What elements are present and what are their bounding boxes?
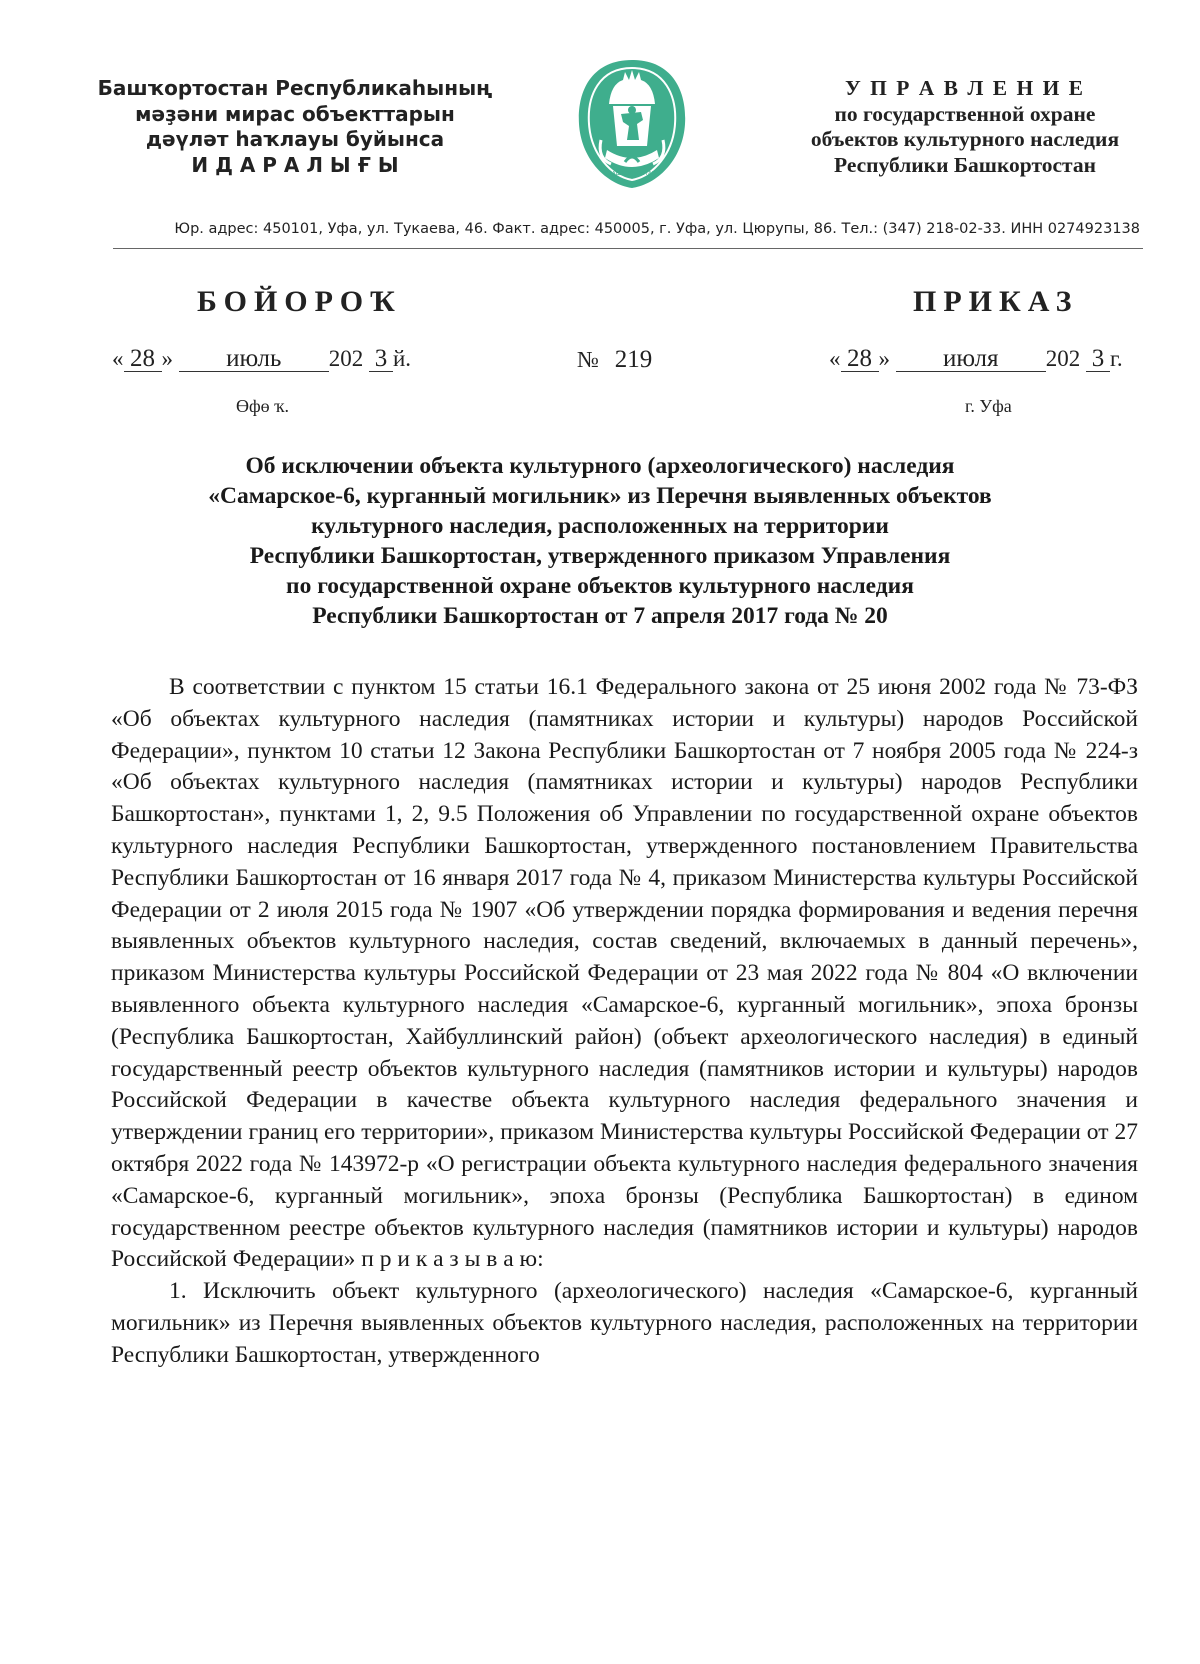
title-line: Республики Башкортостан от 7 апреля 2017 года № 20 [312,603,888,629]
document-title [100,451,1100,631]
number-sign: № [577,347,599,372]
title-line: по государственной охране объектов культурного наследия [286,573,914,599]
body-paragraph [111,672,1138,1276]
title-line: Об исключении объекта культурного (археологического) наследия [245,453,955,479]
header-divider [113,248,1143,249]
legal-address: Юр. адрес: 450101, Уфа, ул. Тукаева, 46. Факт. адрес: 450005, г. Уфа, ул. Цюрупы, 86. Тел.: (347) 218-02-33. ИНН 0274923138 [174,221,1140,237]
emblem-ribbon-text: БАШКОРТОСТАН [608,171,656,177]
header-right-block [780,76,1150,178]
order-word: п р и к а з ы в а ю: [361,1246,544,1273]
document-body [111,672,1138,1372]
header-left-line: мәҙәни мирас объекттарын [135,101,455,126]
date-day: 28 [124,347,162,372]
title-line: Республики Башкортостан, утвержденного приказом Управления [249,543,951,569]
date-left [112,346,411,372]
date-year-digit: 3 [369,347,393,372]
title-line: «Самарское-6, курганный могильник» из Перечня выявленных объектов [208,483,992,509]
header-left-line: Башҡортостан Республикаһының [97,76,493,100]
doc-type-russian: ПРИКАЗ [913,285,1079,318]
order-number [577,346,652,374]
place-right: г. Уфа [965,396,1012,416]
date-year-suffix: й. [393,346,412,371]
date-month: июль [179,347,329,372]
header-right-line: по государственной охране [834,101,1096,126]
paragraph-text: В соответствии с пунктом 15 статьи 16.1 Федерального закона от 25 июня 2002 года № 73-ФЗ «Об объектах культурного наследия (памятниках истории и культуры) народов Российской Федерации», пунктом 10 статьи 12 Закона Республики Башкортостан от 7 ноября 2005 года № 224-з «Об объектах культурного наследия (памятниках истории и культуры) народов Республики Башкортостан», пунктами 1, 2, 9.5 Положения об Управлении по государственной охране объектов культурного наследия Республики Башкортостан, утвержденного постановлением Правительства Республики Башкортостан от 16 января 2017 года № 4, приказом Министерства культуры Российской Федерации от 2 июля 2015 года № 1907 «Об утверждении порядка формирования и ведения перечня выявленных объектов культурного наследия, состав сведений, включаемых в данный перечень», приказом Министерства культуры Российской Федерации от 23 мая 2022 года № 804 «О включении выявленного объекта культурного наследия «Самарское-6, курганный могильник», эпоха бронзы (Республика Башкортостан, Хайбуллинский район) (объект археологического наследия) в единый государственный реестр объектов культурного наследия (памятников истории и культуры) народов Российской Федерации в качестве объекта культурного наследия федерального значения и утверждении границ его территории», приказом Министерства культуры Российской Федерации от 27 октября 2022 года № 143972-р «О регистрации объекта культурного наследия федерального значения «Самарское-6, курганный могильник», эпоха бронзы (Республика Башкортостан) в едином государственном реестре объектов культурного наследия (памятников истории и культуры) народов Российской Федерации» [111,674,1138,1273]
number-value: 219 [614,346,653,373]
place-left: Өфө ҡ. [236,396,289,416]
body-paragraph: 1. Исключить объект культурного (археологического) наследия «Самарское-6, курганный могильник» из Перечня выявленных объектов культурного наследия, расположенных на территории Республики Башкортостан, утвержденного [111,1278,1138,1368]
date-close-quote: » [161,346,173,371]
date-day: 28 [841,347,879,372]
doc-type-bashkir: БОЙОРОҠ [197,285,402,318]
date-open-quote: « [829,346,841,371]
date-year-suffix: г. [1110,346,1123,371]
header-left-block [95,76,495,178]
title-line: культурного наследия, расположенных на территории [311,513,889,539]
bashkortostan-coat-of-arms-icon [567,54,697,194]
date-year-prefix: 202 [1045,346,1081,371]
date-year-digit: 3 [1086,347,1110,372]
date-close-quote: » [878,346,890,371]
header-left-line: дәүләт һаҡлауы буйынса [145,127,445,151]
date-month: июля [896,347,1046,372]
date-year-prefix: 202 [328,346,364,371]
header-left-line: И Д А Р А Л Ы Ғ Ы [191,152,399,177]
date-right [829,346,1123,372]
date-open-quote: « [112,346,124,371]
header-right-line: Республики Башкортостан [833,152,1097,177]
header-right-line: У П Р А В Л Е Н И Е [844,76,1086,100]
header-right-line: объектов культурного наследия [810,127,1120,151]
